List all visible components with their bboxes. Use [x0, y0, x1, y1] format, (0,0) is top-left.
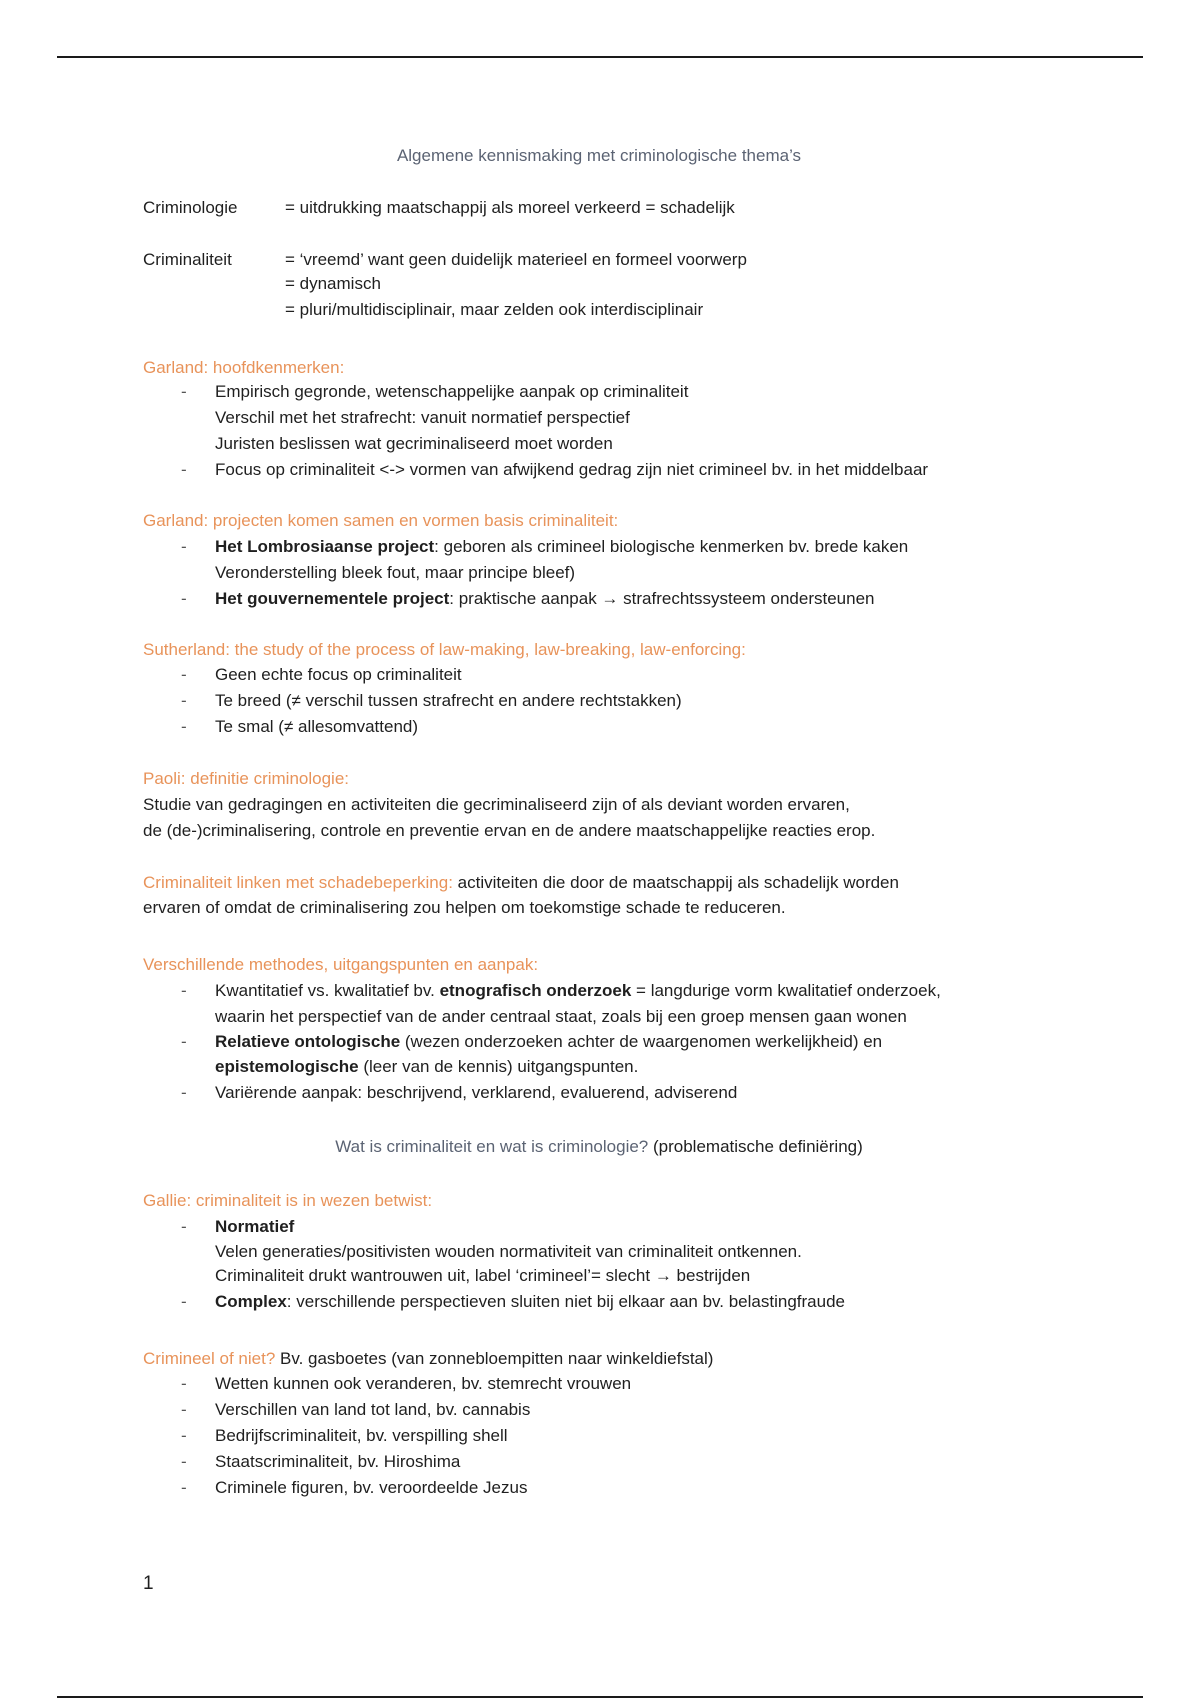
methodes-bullet-1-line-2: waarin het perspectief van de ander centraal staat, zoals bij een groep mensen gaan wonen [215, 1007, 907, 1026]
gallie-bullet-2-text: : verschillende perspectieven sluiten niet bij elkaar aan bv. belastingfraude [286, 1292, 845, 1311]
sutherland-heading: Sutherland: the study of the process of law-making, law-breaking, law-enforcing: [143, 640, 746, 659]
crimineel-item: Bedrijfscriminaliteit, bv. verspilling shell [215, 1426, 508, 1445]
methodes-bullet-1-post: = langdurige vorm kwalitatief onderzoek, [631, 981, 941, 1000]
section-title-2 [143, 1135, 1055, 1159]
gallie-bullet-1-line-3: Criminaliteit drukt wantrouwen uit, label ‘crimineel’= slecht → bestrijden [215, 1266, 751, 1285]
methodes-bullet-2 [215, 1030, 882, 1054]
epistemologische-label: epistemologische [215, 1057, 359, 1076]
sutherland-bullet-3: Te smal (≠ allesomvattend) [215, 717, 419, 736]
crimineel-item: Criminele figuren, bv. veroordeelde Jezus [215, 1478, 528, 1497]
bullet-dash: - [181, 537, 187, 556]
bullet-dash: - [181, 717, 187, 736]
garland-heading-2: Garland: projecten komen samen en vormen basis criminaliteit: [143, 511, 619, 530]
paoli-line-2: de (de-)criminalisering, controle en preventie ervan en de andere maatschappelijke reacties erop. [143, 821, 876, 840]
page-number: 1 [143, 1573, 154, 1594]
lombrosiaanse-project-label: Het Lombrosiaanse project [215, 537, 435, 556]
methodes-bullet-1 [215, 979, 941, 1003]
sutherland-bullet-2: Te breed (≠ verschil tussen strafrecht en andere rechtstakken) [215, 691, 682, 710]
garland2-bullet-1 [215, 535, 908, 559]
methodes-bullet-3: Variërende aanpak: beschrijvend, verklarend, evaluerend, adviserend [215, 1083, 738, 1102]
etnografisch-onderzoek-label: etnografisch onderzoek [439, 981, 632, 1000]
sutherland-bullet-1: Geen echte focus op criminaliteit [215, 665, 462, 684]
methodes-bullet-2-line-2 [215, 1055, 638, 1079]
crimineel-item: Verschillen van land tot land, bv. cannabis [215, 1400, 531, 1419]
gallie-bullet-1: Normatief [215, 1217, 295, 1236]
gallie-bullet-1-line-2: Velen generaties/positivisten wouden normativiteit van criminaliteit ontkennen. [215, 1242, 802, 1261]
methodes-bullet-2-text: (wezen onderzoeken achter de waargenomen werkelijkheid) en [400, 1032, 883, 1051]
crimineel-item: Wetten kunnen ook veranderen, bv. stemrecht vrouwen [215, 1374, 632, 1393]
bullet-dash: - [181, 1426, 187, 1445]
garland2-bullet-2 [215, 587, 875, 611]
garland1-bullet-1-line-3: Juristen beslissen wat gecriminaliseerd moet worden [215, 434, 613, 453]
lombrosiaanse-project-text: : geboren als crimineel biologische kenmerken bv. brede kaken [434, 537, 909, 556]
def-criminaliteit-line-1: = ‘vreemd’ want geen duidelijk materieel en formeel voorwerp [285, 250, 747, 269]
bullet-dash: - [181, 1478, 187, 1497]
bullet-dash: - [181, 382, 187, 401]
paoli-line-1: Studie van gedragingen en activiteiten die gecriminaliseerd zijn of als deviant worden ervaren, [143, 795, 850, 814]
garland1-bullet-1-line-2: Verschil met het strafrecht: vanuit normatief perspectief [215, 408, 630, 427]
garland2-bullet-1-line-2: Veronderstelling bleek fout, maar principe bleef) [215, 563, 576, 582]
bullet-dash: - [181, 589, 187, 608]
garland1-bullet-2: Focus op criminaliteit <-> vormen van afwijkend gedrag zijn niet crimineel bv. in het middelbaar [215, 460, 929, 479]
schade-line-2: ervaren of omdat de criminalisering zou helpen om toekomstige schade te reduceren. [143, 898, 786, 917]
bullet-dash: - [181, 1374, 187, 1393]
garland1-bullet-1-line-1: Empirisch gegronde, wetenschappelijke aanpak op criminaliteit [215, 382, 689, 401]
bullet-dash: - [181, 1452, 187, 1471]
methodes-heading: Verschillende methodes, uitgangspunten en aanpak: [143, 955, 539, 974]
methodes-bullet-2-line-2-text: (leer van de kennis) uitgangspunten. [358, 1057, 639, 1076]
complex-label: Complex [215, 1292, 287, 1311]
methodes-bullet-1-pre: Kwantitatief vs. kwalitatief bv. [215, 981, 440, 1000]
section-title-2-main: Wat is criminaliteit en wat is criminologie? [335, 1137, 649, 1156]
section-title-2-sub: (problematische definiëring) [648, 1137, 863, 1156]
bottom-rule [57, 1696, 1143, 1698]
def-term-criminaliteit: Criminaliteit [143, 250, 232, 269]
bullet-dash: - [181, 1292, 187, 1311]
def-criminaliteit-line-2: = dynamisch [285, 274, 381, 293]
gouvernementele-project-label: Het gouvernementele project [215, 589, 450, 608]
bullet-dash: - [181, 665, 187, 684]
schade-line-1 [143, 871, 899, 895]
bullet-dash: - [181, 1083, 187, 1102]
gallie-heading: Gallie: criminaliteit is in wezen betwist: [143, 1191, 433, 1210]
def-criminaliteit-line-3: = pluri/multidisciplinair, maar zelden ook interdisciplinair [285, 300, 704, 319]
gallie-bullet-2 [215, 1290, 845, 1314]
garland-heading-1: Garland: hoofdkenmerken: [143, 358, 345, 377]
bullet-dash: - [181, 1400, 187, 1419]
def-criminologie-line-1: = uitdrukking maatschappij als moreel verkeerd = schadelijk [285, 198, 735, 217]
bullet-dash: - [181, 1217, 187, 1236]
bullet-dash: - [181, 981, 187, 1000]
crimineel-heading: Crimineel of niet? [143, 1349, 276, 1368]
crimineel-heading-text: Bv. gasboetes (van zonnebloempitten naar winkeldiefstal) [275, 1349, 714, 1368]
paoli-heading: Paoli: definitie criminologie: [143, 769, 349, 788]
schade-line-1-text: activiteiten die door de maatschappij als schadelijk worden [452, 873, 899, 892]
bullet-dash: - [181, 691, 187, 710]
bullet-dash: - [181, 460, 187, 479]
section-title-1: Algemene kennismaking met criminologische thema’s [396, 146, 802, 165]
gouvernementele-project-text: : praktische aanpak → strafrechtssysteem ondersteunen [449, 589, 875, 608]
ontologische-label: Relatieve ontologische [215, 1032, 401, 1051]
def-term-criminologie: Criminologie [143, 198, 238, 217]
crimineel-item: Staatscriminaliteit, bv. Hiroshima [215, 1452, 461, 1471]
schade-heading: Criminaliteit linken met schadebeperking: [143, 873, 453, 892]
crimineel-heading-line [143, 1347, 713, 1371]
top-rule [57, 56, 1143, 58]
bullet-dash: - [181, 1032, 187, 1051]
